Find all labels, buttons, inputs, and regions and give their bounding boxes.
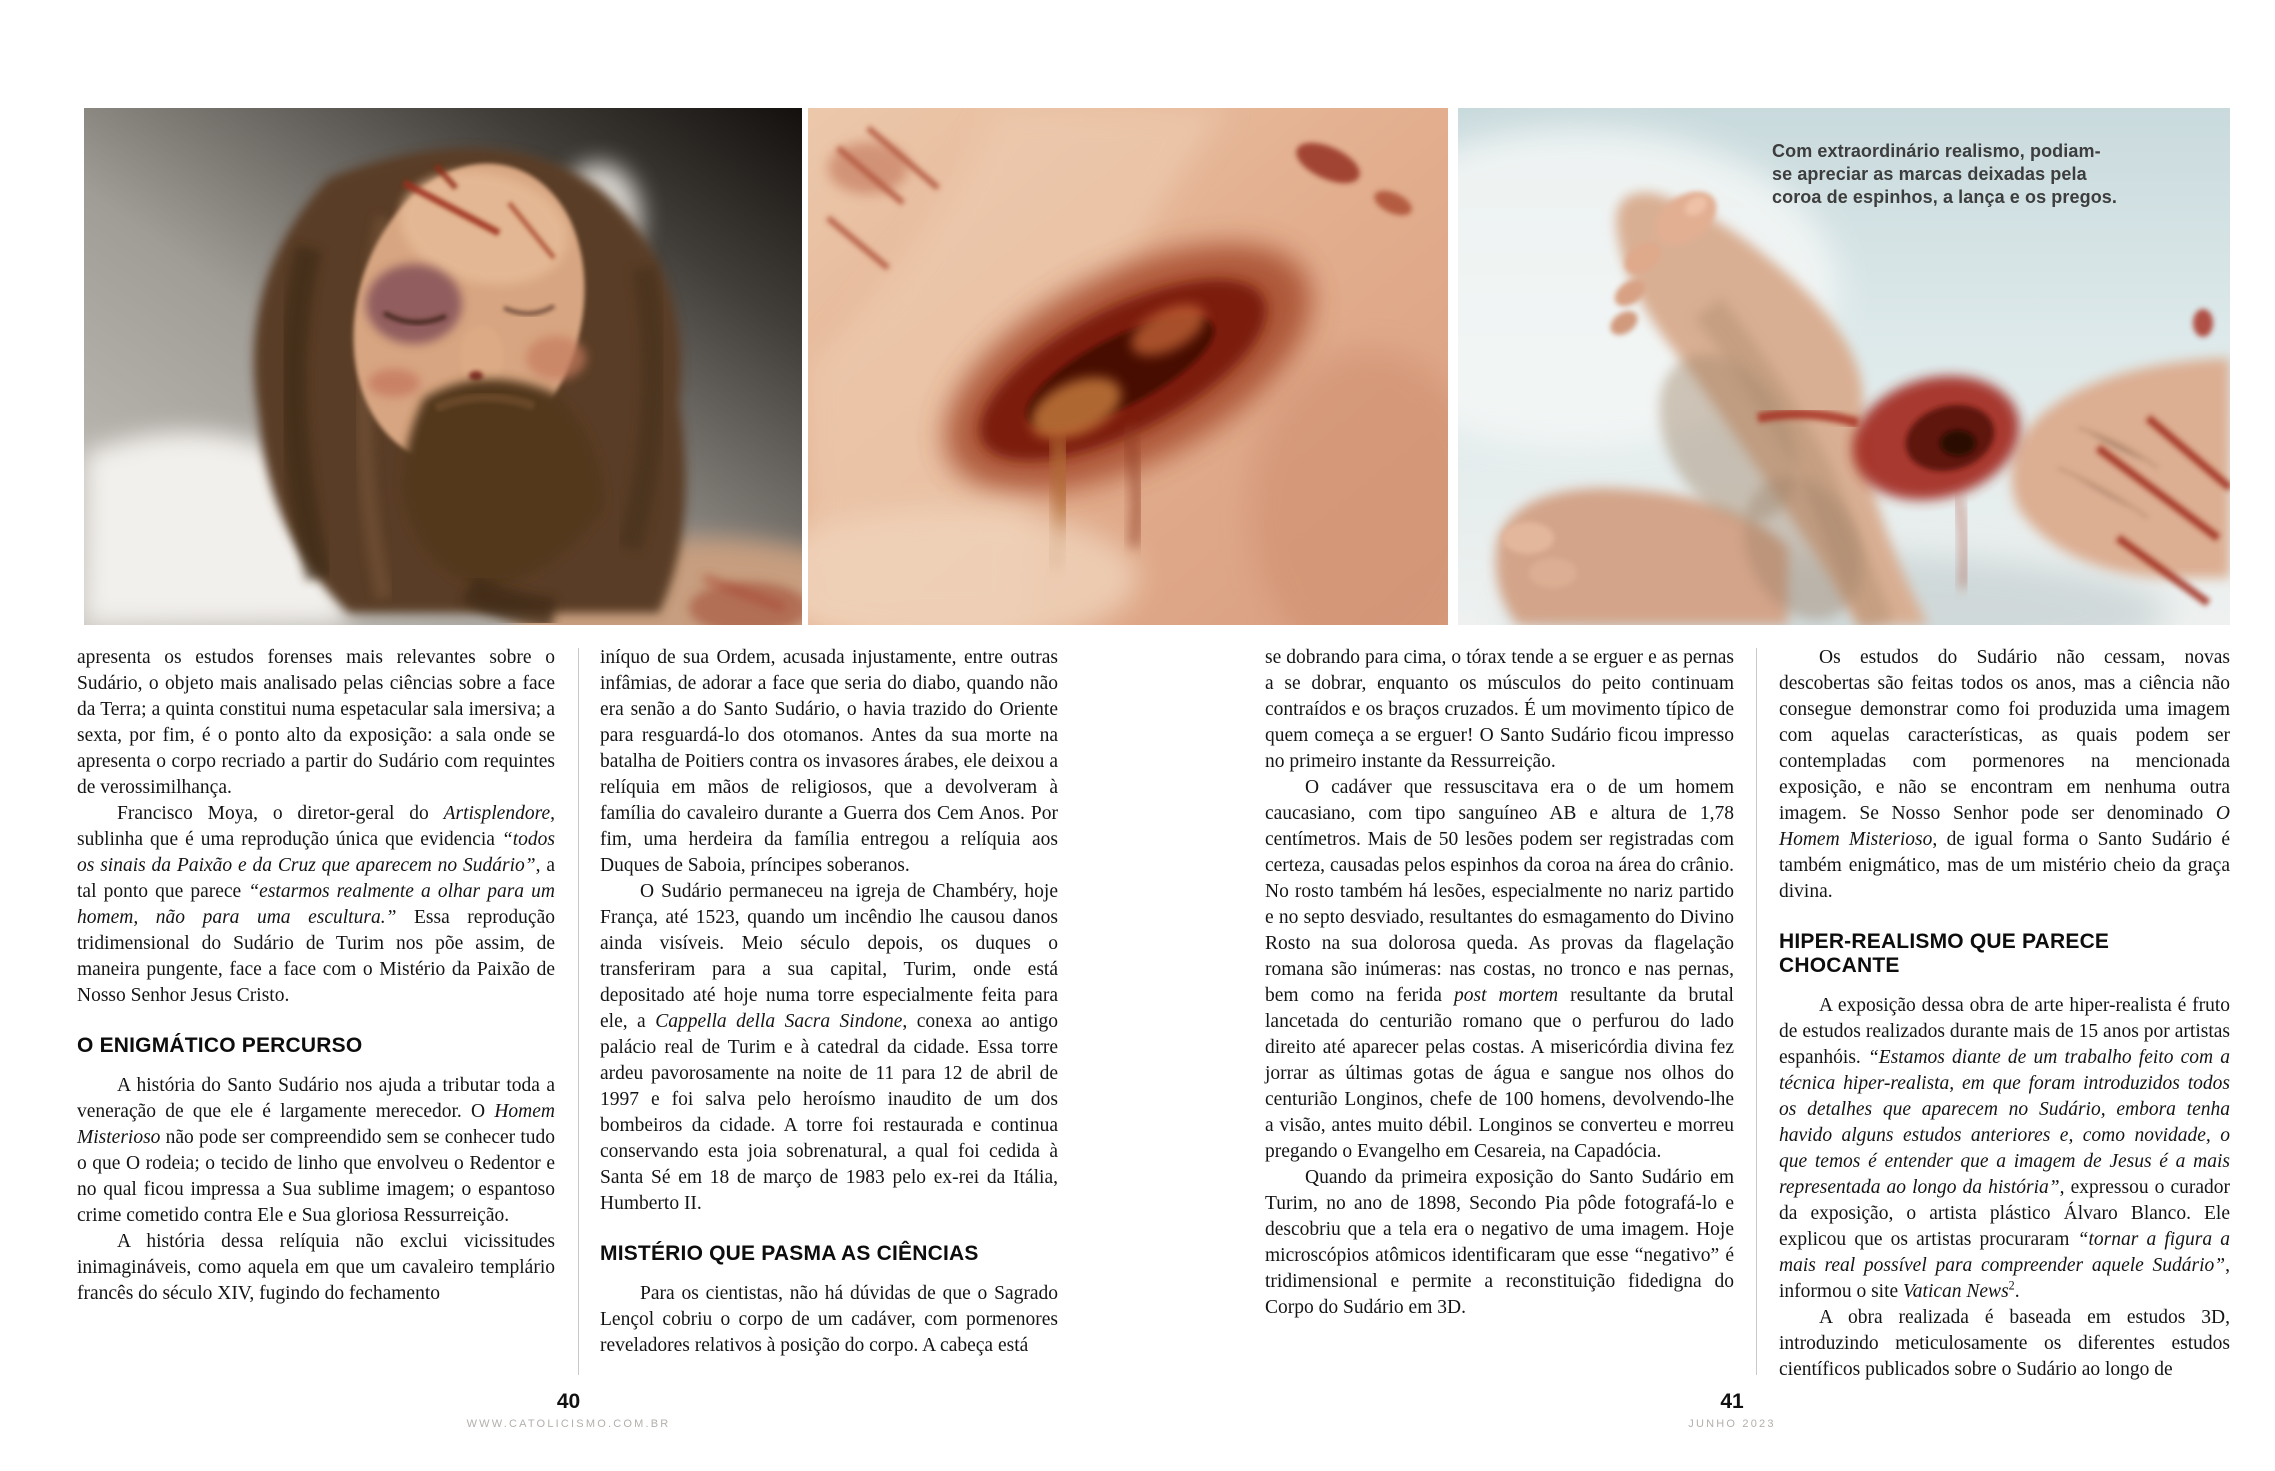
body-paragraph: A história do Santo Sudário nos ajuda a tributar toda a veneração de que ele é largamente merecedor. O Homem Misterioso não pode ser compreendido sem se conhecer tudo o que O rodeia; o tecido de linho que envolveu o Redentor e no qual ficou impressa a Sua sublime imagem; o espantoso crime cometido contra Ele e Sua gloriosa Ressurreição. <box>77 1075 555 1226</box>
magazine-site-url: WWW.CATOLICISMO.COM.BR <box>466 1418 671 1430</box>
photo-head-of-sculpture <box>84 108 802 625</box>
body-paragraph: Os estudos do Sudário não cessam, novas descobertas são feitas todos os anos, mas a ciência não consegue demonstrar como foi produzida uma imagem com aquelas características, as quais podem ser contempladas com pormenores na mencionada exposição, e não se encontram em nenhuma outra imagem. Se Nosso Senhor pode ser denominado O Homem Misterioso, de igual forma o Santo Sudário é também enigmático, mas de um mistério cheio da graça divina. <box>1779 647 2230 902</box>
photo-caption: Com extraordinário realismo, podiam-se apreciar as marcas deixadas pela coroa de espinhos, a lança e os pregos. <box>1772 141 2118 207</box>
section-heading: O ENIGMÁTICO PERCURSO <box>77 1034 363 1057</box>
body-paragraph: A história dessa relíquia não exclui vicissitudes inimagináveis, como aquela em que um cavaleiro templário francês do século XIV, fugindo do fechamento <box>77 1231 555 1304</box>
photo-side-wound <box>808 108 1448 625</box>
page-number-left: 40 <box>556 1390 581 1413</box>
column-divider-left-page <box>578 648 579 1375</box>
text-column-3 <box>1265 645 1734 1321</box>
page-number-right: 41 <box>1720 1390 1744 1413</box>
text-column-1 <box>77 645 555 1307</box>
body-paragraph: Francisco Moya, o diretor-geral do Artisplendore, sublinha que é uma reprodução única que evidencia “todos os sinais da Paixão e da Cruz que aparecem no Sudário”, a tal ponto que parece “estarmos realmente a olhar para um homem, não para uma escultura.” Essa reprodução tridimensional do Sudário de Turim nos põe assim, de maneira pungente, face a face com o Mistério da Paixão de Nosso Senhor Jesus Cristo. <box>77 803 556 1006</box>
side-wound-illustration <box>808 108 1448 625</box>
issue-date: JUNHO 2023 <box>1688 1418 1776 1430</box>
section-heading: HIPER-REALISMO QUE PARECE CHOCANTE <box>1779 930 2110 977</box>
text-column-2 <box>600 645 1058 1359</box>
body-paragraph: O Sudário permaneceu na igreja de Chambéry, hoje França, até 1523, quando um incêndio lhe causou danos ainda visíveis. Meio século depois, os duques o transferiram para a sua capital, Turim, onde está depositado até hoje numa torre especialmente feita para ele, a Cappella della Sacra Sindone, conexa ao antigo palácio real de Turim e à catedral da cidade. Essa torre ardeu pavorosamente na noite de 11 para 12 de abril de 1997 e foi salva pelo heroísmo inaudito de um dos bombeiros da cidade. A torre foi restaurada e continua conservando esta joia sobrenatural, a qual foi cedida à Santa Sé em 18 de março de 1983 pelo ex-rei da Itália, Humberto II. <box>600 881 1058 1214</box>
body-paragraph: A exposição dessa obra de arte hiper-realista é fruto de estudos realizados durante mais de 15 anos por artistas espanhóis. “Estamos diante de um trabalho feito com a técnica hiper-realista, em que foram introduzidos todos os detalhes que aparecem no Sudário, embora tenha havido alguns estudos anteriores e, como novidade, o que temos é entender que a imagem de Jesus é a mais representada ao longo da história”, expressou o curador da exposição, o artista plástico Álvaro Blanco. Ele explicou que os artistas procuraram “tornar a figura a mais real possível para compreender aquele Sudário”, informou o site Vatican News$^2$. <box>1779 995 2230 1302</box>
body-paragraph: Quando da primeira exposição do Santo Sudário em Turim, no ano de 1898, Secondo Pia pôde fotografá-lo e descobriu que a tela era o negativo de uma imagem. Hoje microscópios atômicos identificaram que esse “negativo” é tridimensional e permite a reconstituição fidedigna do Corpo do Sudário em 3D. <box>1265 1167 1734 1318</box>
footer-left-page <box>0 1390 1137 1430</box>
footer-right-page <box>1137 1390 2275 1430</box>
body-paragraph: apresenta os estudos forenses mais relevantes sobre o Sudário, o objeto mais analisado pelas ciências sobre a face da Terra; a quinta constitui numa espetacular sala imersiva; a sexta, por fim, é o ponto alto da exposição: a sala onde se apresenta o corpo recriado a partir do Sudário com requintes de verossimilhança. <box>77 647 555 798</box>
head-photo-illustration <box>84 108 802 625</box>
text-column-4 <box>1779 645 2230 1383</box>
body-paragraph: A obra realizada é baseada em estudos 3D, introduzindo meticulosamente os diferentes estudos científicos publicados sobre o Sudário ao longo de <box>1779 1307 2230 1380</box>
body-paragraph: O cadáver que ressuscitava era o de um homem caucasiano, com tipo sanguíneo AB e altura de 1,78 centímetros. Mais de 50 lesões podem ser registradas com certeza, causadas pelos espinhos da coroa na área do crânio. No rosto também há lesões, especialmente no nariz partido e no septo desviado, resultantes do esmagamento do Divino Rosto na sua dolorosa queda. As provas da flagelação romana são inúmeras: nas costas, no tronco e nas pernas, bem como na ferida post mortem resultante da brutal lancetada do centurião romano que o perfurou do lado direito até aparecer pelas costas. A misericórdia divina fez jorrar as últimas gotas de água e sangue nos olhos do centurião Longinos, chefe de 100 homens, devolvendo-lhe a visão, antes muito débil. Longinos se converteu e morreu pregando o Evangelho em Cesareia, na Capadócia. <box>1265 777 1734 1162</box>
body-paragraph: iníquo de sua Ordem, acusada injustamente, entre outras infâmias, de adorar a face que seria do diabo, quando não era senão a do Santo Sudário, o havia trazido do Oriente para resguardá-lo dos otomanos. Antes da sua morte na batalha de Poitiers contra os invasores árabes, ele deixou a relíquia em mãos de religiosos, que a devolveram à família do cavaleiro durante a Guerra dos Cem Anos. Por fim, uma herdeira da família entregou a relíquia aos Duques de Saboia, príncipes soberanos. <box>600 647 1058 876</box>
column-divider-right-page <box>1756 648 1757 1375</box>
body-paragraph: se dobrando para cima, o tórax tende a se erguer e as pernas a se dobrar, enquanto os músculos do peito continuam contraídos e os braços cruzados. É um movimento típico de quem começa a se erguer! O Santo Sudário ficou impresso no primeiro instante da Ressurreição. <box>1265 647 1734 772</box>
section-heading: MISTÉRIO QUE PASMA AS CIÊNCIAS <box>600 1242 979 1265</box>
body-paragraph: Para os cientistas, não há dúvidas de que o Sagrado Lençol cobriu o corpo de um cadáver, com pormenores reveladores relativos à posição do corpo. A cabeça está <box>600 1283 1058 1356</box>
